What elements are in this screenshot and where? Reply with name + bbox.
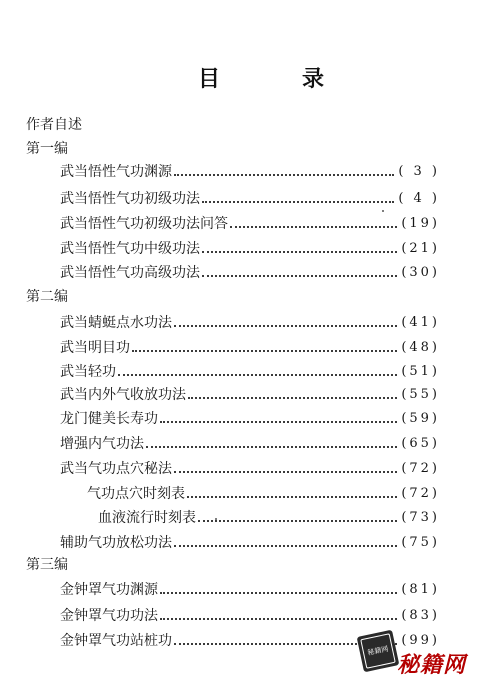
part-heading-1: 第一编 (26, 141, 68, 157)
toc-entry (60, 263, 440, 283)
dot-leader (202, 251, 397, 253)
toc-entry-label: 增强内气功法 (60, 436, 144, 452)
toc-entry-page: (72) (401, 486, 440, 501)
toc-entry-page: ( 4 ) (398, 191, 440, 206)
toc-entry-label: 武当气功点穴秘法 (60, 461, 172, 477)
dot-leader (146, 446, 397, 448)
toc-entry-label: 龙门健美长寿功 (60, 411, 158, 427)
toc-entry-page: (21) (401, 241, 440, 256)
toc-entry-page: (72) (401, 461, 440, 476)
toc-entry-page: (59) (401, 411, 440, 426)
toc-subentry (87, 484, 440, 504)
toc-entry (60, 409, 440, 429)
toc-entry (60, 189, 440, 209)
toc-entry-page: (19) (401, 216, 440, 231)
dot-leader (198, 520, 397, 522)
toc-entry-label: 武当轻功 (60, 364, 116, 380)
dot-leader (132, 350, 397, 352)
toc-entry-label: 金钟罩气功功法 (60, 608, 158, 624)
dot-leader (187, 496, 397, 498)
toc-entry (60, 239, 440, 259)
toc-entry (60, 606, 440, 626)
toc-entry-label: 金钟罩气功站桩功 (60, 633, 172, 649)
toc-preface: 作者自述 (26, 117, 82, 133)
toc-entry-page: (41) (401, 315, 440, 330)
toc-entry-page: (83) (401, 608, 440, 623)
part-heading-3: 第三编 (26, 557, 68, 573)
toc-entry (60, 385, 440, 405)
toc-entry-page: (75) (401, 535, 440, 550)
toc-entry-label: 气功点穴时刻表 (87, 486, 185, 502)
toc-subentry (98, 508, 440, 528)
dot-leader (160, 421, 397, 423)
dot-leader (160, 618, 397, 620)
toc-entry (60, 313, 440, 333)
dot-leader (174, 174, 394, 176)
dot-leader (202, 201, 394, 203)
site-watermark: 秘籍网 (397, 653, 467, 678)
dot-leader (188, 397, 397, 399)
toc-entry-page: (81) (401, 582, 440, 597)
scan-speck (382, 210, 384, 212)
toc-entry (60, 533, 440, 553)
dot-leader (160, 592, 397, 594)
toc-entry-label: 武当悟性气功初级功法问答 (60, 216, 228, 232)
toc-entry (60, 580, 440, 600)
seal-stamp-text: 秘籍网 (360, 633, 396, 669)
toc-entry (60, 434, 440, 454)
toc-entry-page: (30) (401, 265, 440, 280)
toc-entry-label: 武当悟性气功初级功法 (60, 191, 200, 207)
dot-leader (174, 471, 397, 473)
toc-entry-page: (73) (401, 510, 440, 525)
dot-leader (202, 275, 397, 277)
scan-speck (215, 518, 217, 520)
toc-entry-label: 武当内外气收放功法 (60, 387, 186, 403)
toc-entry-page: ( 3 ) (398, 164, 440, 179)
toc-entry (60, 362, 440, 382)
toc-entry (60, 459, 440, 479)
toc-entry-label: 金钟罩气功渊源 (60, 582, 158, 598)
toc-entry-label: 辅助气功放松功法 (60, 535, 172, 551)
dot-leader (230, 226, 397, 228)
toc-entry-page: (65) (401, 436, 440, 451)
toc-entry (60, 338, 440, 358)
dot-leader (174, 325, 397, 327)
toc-entry-page: (48) (401, 340, 440, 355)
toc-entry-label: 武当悟性气功高级功法 (60, 265, 200, 281)
toc-entry-label: 武当明目功 (60, 340, 130, 356)
toc-entry (60, 214, 440, 234)
toc-entry-page: (55) (401, 387, 440, 402)
toc-entry-page: (51) (401, 364, 440, 379)
seal-stamp (357, 630, 400, 673)
part-heading-2: 第二编 (26, 289, 68, 305)
toc-entry-label: 武当悟性气功中级功法 (60, 241, 200, 257)
toc-entry-label: 武当悟性气功渊源 (60, 164, 172, 180)
toc-entry (60, 162, 440, 182)
toc-entry-label: 血液流行时刻表 (98, 510, 196, 526)
toc-entry-label: 武当蜻蜓点水功法 (60, 315, 172, 331)
dot-leader (174, 545, 397, 547)
page-title: 目 录 (198, 67, 355, 92)
toc-entry-page: (99) (401, 633, 440, 648)
dot-leader (118, 374, 397, 376)
